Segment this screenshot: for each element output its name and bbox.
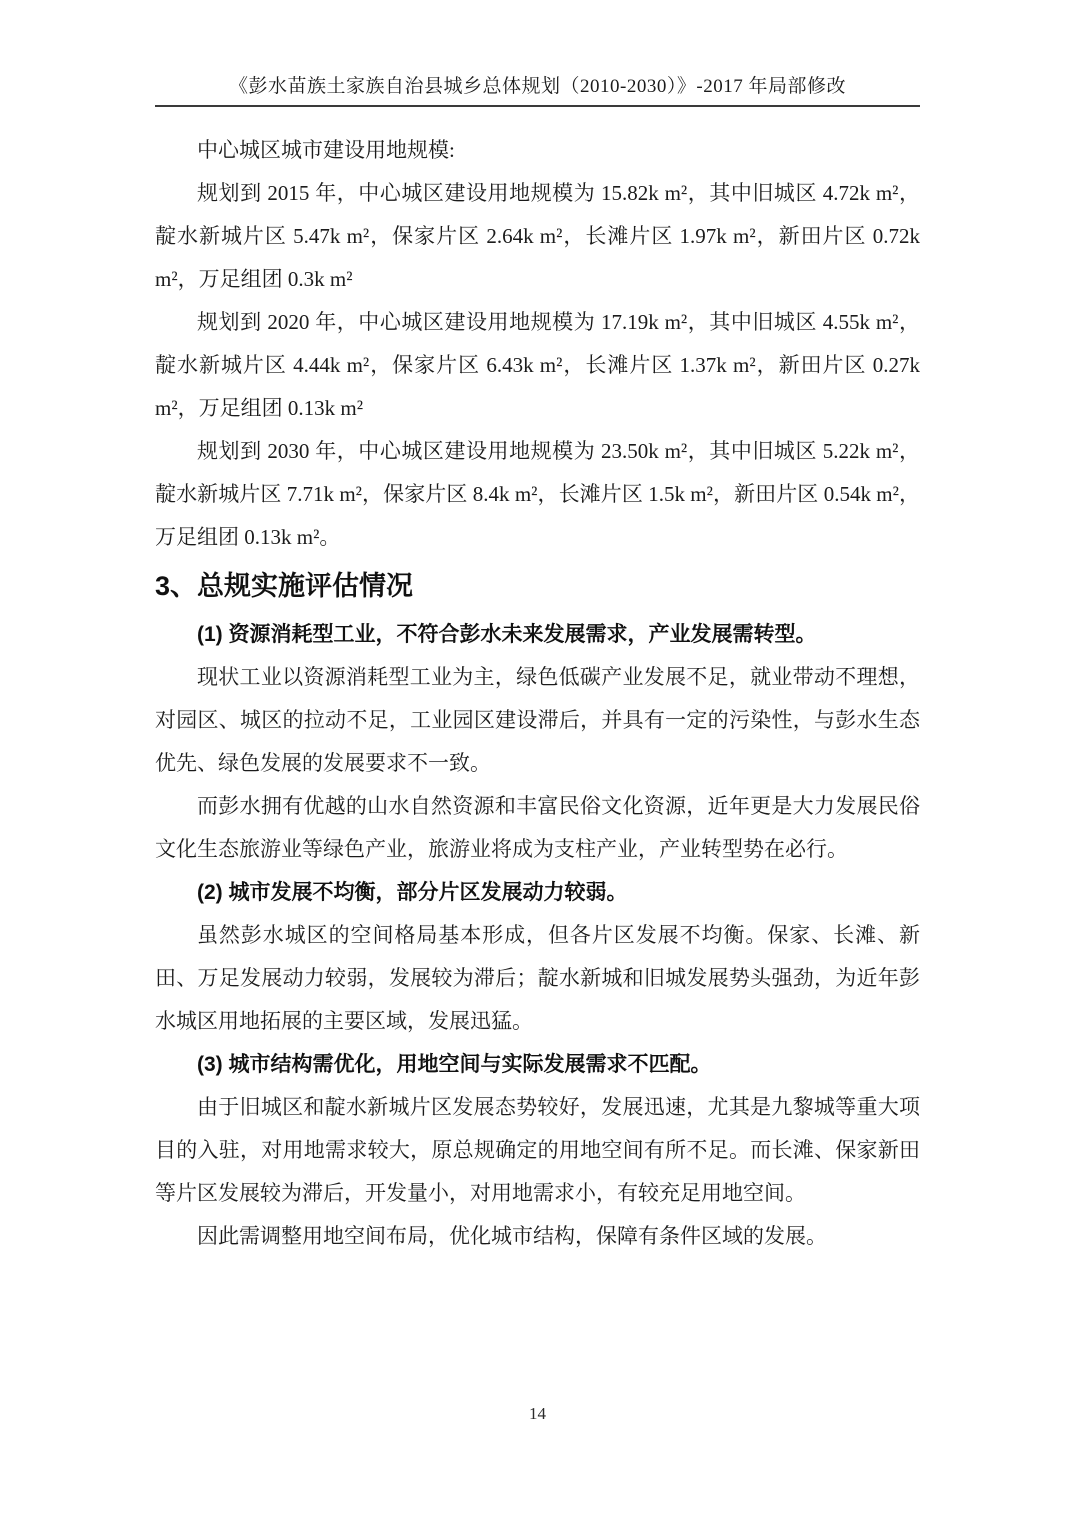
point-3-paragraph-1: 由于旧城区和靛水新城片区发展态势较好，发展迅速，尤其是九黎城等重大项目的入驻，对用地需求较大，原总规确定的用地空间有所不足。而长滩、保家新田等片区发展较为滞后，开发量小，对用地需求小，有较充足用地空间。 (155, 1095, 920, 1205)
point-2-heading: (2) 城市发展不均衡，部分片区发展动力较弱。 (197, 881, 628, 904)
conclusion-paragraph: 因此需调整用地空间布局，优化城市结构，保障有条件区域的发展。 (197, 1224, 827, 1248)
lead-paragraph: 中心城区城市建设用地规模: (197, 138, 455, 162)
content-column (155, 0, 920, 1258)
page-number: 14 (529, 1404, 546, 1423)
point-2-paragraph-1: 虽然彭水城区的空间格局基本形成，但各片区发展不均衡。保家、长滩、新田、万足发展动力较弱，发展较为滞后；靛水新城和旧城发展势头强劲，为近年彭水城区用地拓展的主要区域，发展迅猛。 (155, 923, 920, 1033)
point-1-heading: (1) 资源消耗型工业，不符合彭水未来发展需求，产业发展需转型。 (197, 623, 817, 646)
paragraph-plan-2030: 规划到 2030 年，中心城区建设用地规模为 23.50k m²，其中旧城区 5.22k m²，靛水新城片区 7.71k m²，保家片区 8.4k m²，长滩片区 1.5k m²，新田片区 0.54k m²，万足组团 0.13k m²。 (155, 439, 920, 549)
section-3-heading: 3、总规实施评估情况 (155, 571, 414, 601)
page-footer (0, 1403, 1075, 1425)
document-header-title: 《彭水苗族土家族自治县城乡总体规划（2010-2030）》-2017 年局部修改 (229, 76, 846, 97)
paragraph-plan-2020: 规划到 2020 年，中心城区建设用地规模为 17.19k m²，其中旧城区 4.55k m²，靛水新城片区 4.44k m²，保家片区 6.43k m²，长滩片区 1.37k m²，新田片区 0.27k m²，万足组团 0.13k m² (155, 310, 920, 420)
page-header (155, 0, 920, 107)
point-1-paragraph-2: 而彭水拥有优越的山水自然资源和丰富民俗文化资源，近年更是大力发展民俗文化生态旅游业等绿色产业，旅游业将成为支柱产业，产业转型势在必行。 (155, 794, 920, 861)
point-1-paragraph-1: 现状工业以资源消耗型工业为主，绿色低碳产业发展不足，就业带动不理想，对园区、城区的拉动不足，工业园区建设滞后，并具有一定的污染性，与彭水生态优先、绿色发展的发展要求不一致。 (155, 665, 920, 775)
document-body (155, 129, 920, 1258)
point-3-heading: (3) 城市结构需优化，用地空间与实际发展需求不匹配。 (197, 1053, 712, 1076)
paragraph-plan-2015: 规划到 2015 年，中心城区建设用地规模为 15.82k m²，其中旧城区 4.72k m²，靛水新城片区 5.47k m²，保家片区 2.64k m²，长滩片区 1.97k m²，新田片区 0.72k m²，万足组团 0.3k m² (155, 181, 920, 291)
